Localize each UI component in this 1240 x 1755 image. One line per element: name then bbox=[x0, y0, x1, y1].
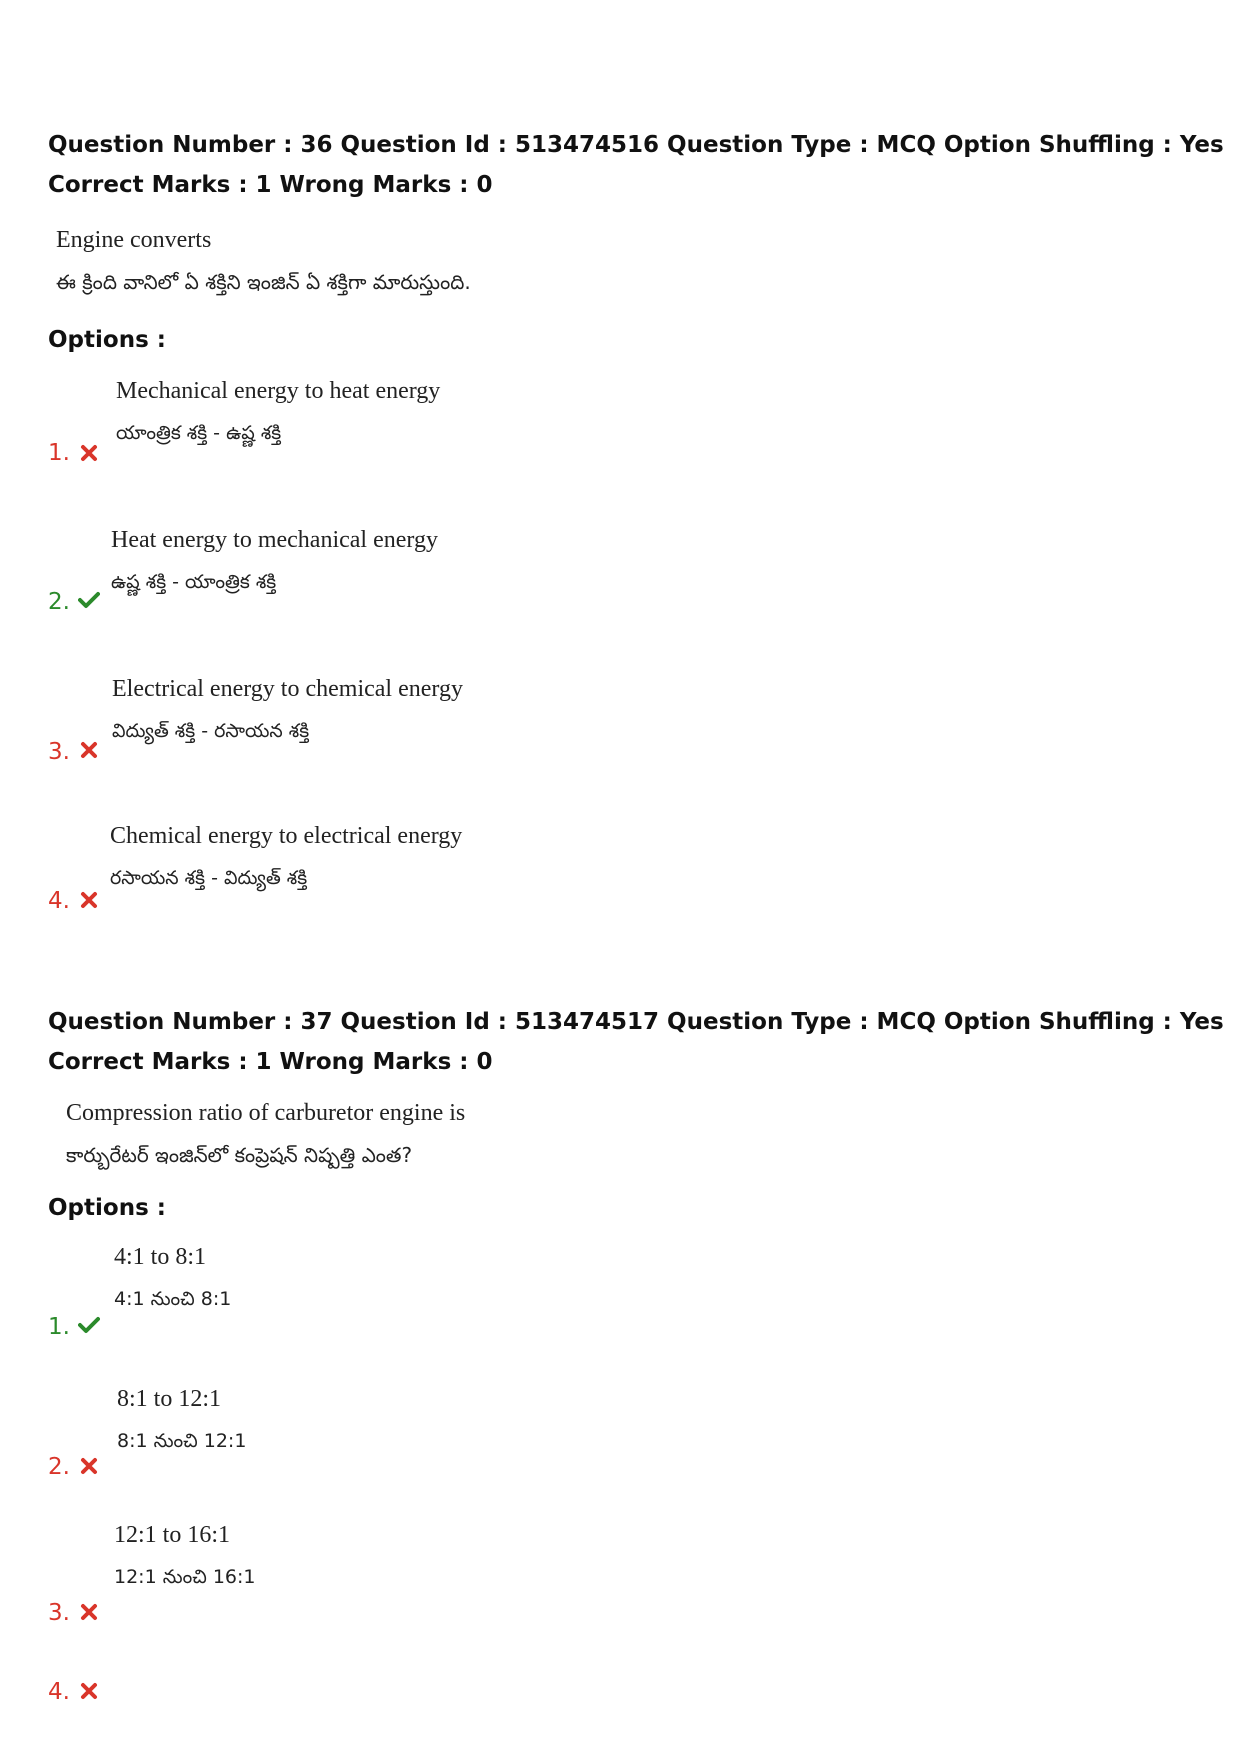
options-label: Options : bbox=[48, 1195, 166, 1221]
cross-icon bbox=[80, 1682, 98, 1700]
option-number: 3. bbox=[48, 1600, 70, 1626]
question-marks-line: Correct Marks : 1 Wrong Marks : 0 bbox=[48, 1049, 493, 1075]
option-number: 3. bbox=[48, 739, 70, 765]
checkmark-icon bbox=[78, 1316, 100, 1334]
option-text-english: 8:1 to 12:1 bbox=[117, 1386, 222, 1412]
option-text bbox=[114, 1236, 231, 1320]
options-label: Options : bbox=[48, 327, 166, 353]
question-text bbox=[56, 219, 471, 303]
option-text-english: Heat energy to mechanical energy bbox=[111, 527, 438, 553]
option-text-telugu: విద్యుత్ శక్తి - రసాయన శక్తి bbox=[112, 720, 310, 742]
option-text-english: Electrical energy to chemical energy bbox=[112, 676, 463, 702]
option-text-english: 12:1 to 16:1 bbox=[114, 1522, 231, 1548]
option-number: 2. bbox=[48, 589, 70, 615]
option-text-telugu: యాంత్రిక శక్తి - ఉష్ణ శక్తి bbox=[116, 422, 282, 444]
checkmark-icon bbox=[78, 591, 100, 609]
option-text-telugu: 8:1 నుంచి 12:1 bbox=[117, 1430, 247, 1452]
question-marks-line: Correct Marks : 1 Wrong Marks : 0 bbox=[48, 172, 493, 198]
cross-icon bbox=[80, 891, 98, 909]
question-header bbox=[48, 1002, 1224, 1082]
option-text-english: 4:1 to 8:1 bbox=[114, 1244, 207, 1270]
cross-icon bbox=[80, 1457, 98, 1475]
option-text-telugu: ఉష్ణ శక్తి - యాంత్రిక శక్తి bbox=[111, 571, 277, 593]
option-number: 2. bbox=[48, 1454, 70, 1480]
question-text-telugu: కార్బురేటర్ ఇంజిన్‌లో కంప్రెషన్ నిష్పత్తి ఎంత? bbox=[66, 1143, 413, 1167]
question-text-telugu: ఈ క్రింది వానిలో ఏ శక్తిని ఇంజిన్ ఏ శక్తిగా మారుస్తుంది. bbox=[56, 270, 471, 294]
cross-icon bbox=[80, 741, 98, 759]
option-text bbox=[116, 370, 440, 454]
option-text bbox=[112, 668, 463, 752]
cross-icon bbox=[80, 444, 98, 462]
question-text bbox=[66, 1092, 465, 1176]
cross-icon bbox=[80, 1603, 98, 1621]
option-number: 4. bbox=[48, 1679, 70, 1705]
option-text-english: Chemical energy to electrical energy bbox=[110, 823, 463, 849]
option-text-english: Mechanical energy to heat energy bbox=[116, 378, 441, 404]
option-number: 4. bbox=[48, 888, 70, 914]
option-text bbox=[117, 1378, 246, 1462]
option-text-telugu: 4:1 నుంచి 8:1 bbox=[114, 1288, 232, 1310]
question-meta-line: Question Number : 36 Question Id : 513474516 Question Type : MCQ Option Shuffling : Yes bbox=[48, 132, 1224, 158]
option-text-telugu: 12:1 నుంచి 16:1 bbox=[114, 1566, 256, 1588]
question-text-english: Compression ratio of carburetor engine is bbox=[66, 1100, 466, 1126]
question-meta-line: Question Number : 37 Question Id : 513474517 Question Type : MCQ Option Shuffling : Yes bbox=[48, 1009, 1224, 1035]
question-header bbox=[48, 125, 1224, 205]
question-text-english: Engine converts bbox=[56, 227, 212, 253]
option-text-telugu: రసాయన శక్తి - విద్యుత్ శక్తి bbox=[110, 867, 308, 889]
option-text bbox=[111, 519, 438, 603]
option-text bbox=[114, 1514, 256, 1598]
option-number: 1. bbox=[48, 1314, 70, 1340]
option-text bbox=[110, 815, 462, 899]
option-number: 1. bbox=[48, 440, 70, 466]
